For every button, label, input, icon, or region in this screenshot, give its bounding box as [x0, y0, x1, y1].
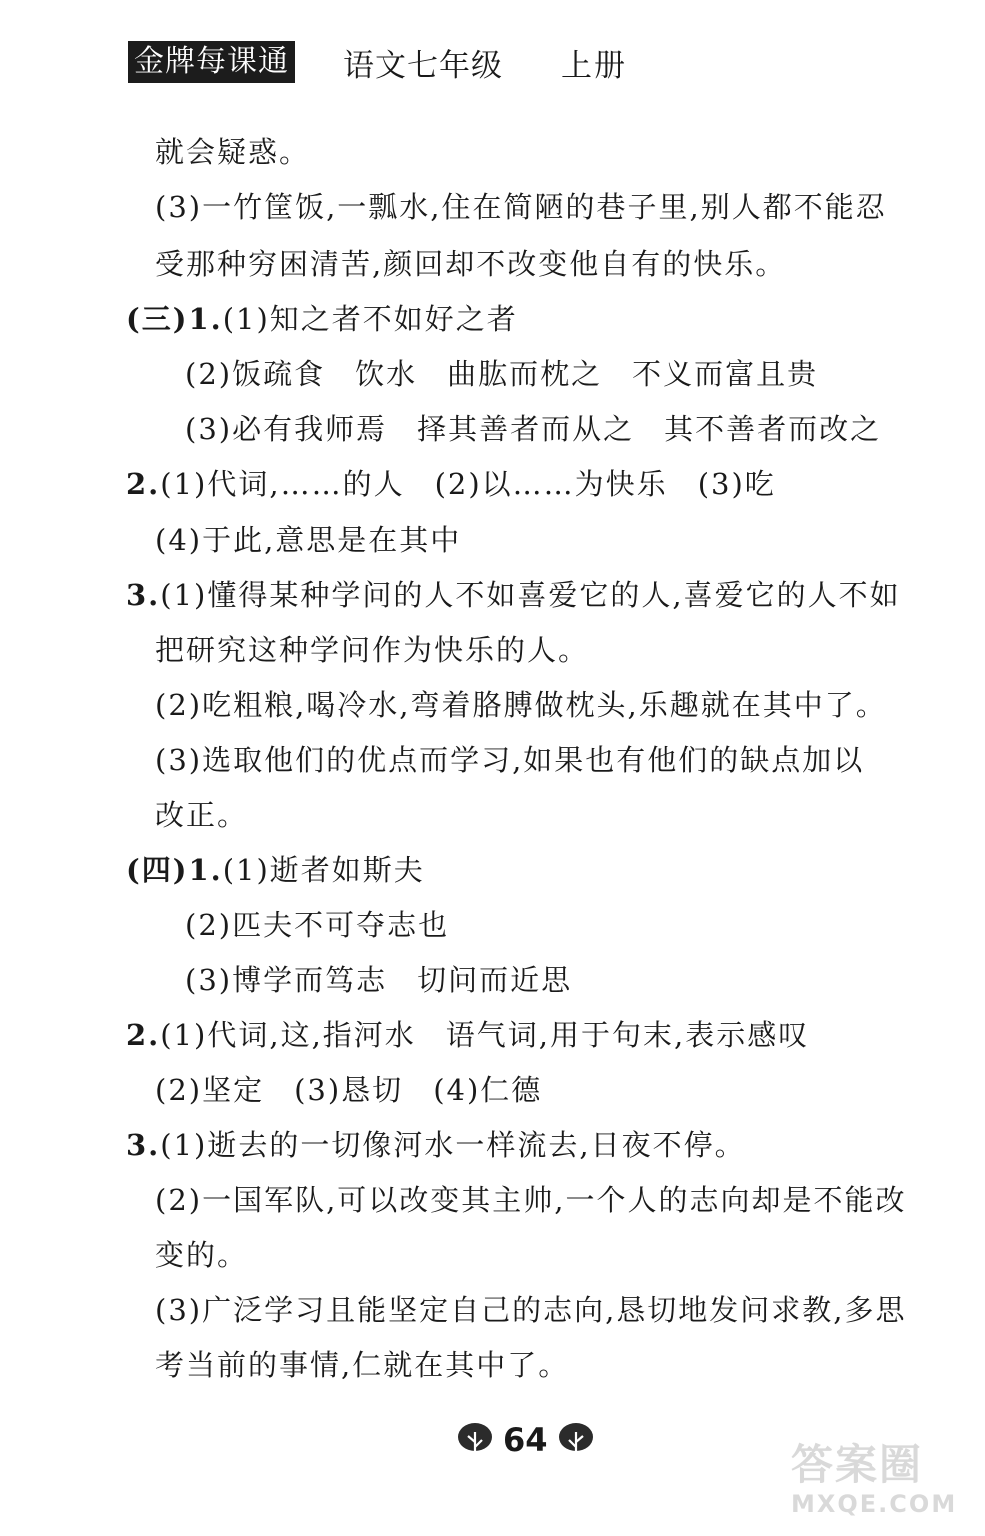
answer-text: (2)饭疏食 [185, 357, 326, 391]
question-number: 3. [126, 1128, 161, 1162]
answer-text: (4)仁德 [433, 1073, 543, 1107]
question-number: 2. [126, 467, 161, 501]
text-line: (2)吃粗粮,喝冷水,弯着胳膊做枕头,乐趣就在其中了。 [155, 688, 887, 722]
tree-left-icon [455, 1420, 495, 1460]
section-3-q3 [126, 573, 901, 614]
watermark-title: 答案圈 [791, 1440, 924, 1489]
text-line: (4)于此,意思是在其中 [155, 523, 462, 557]
answer-text: (1)代词,这,指河水 [160, 1018, 416, 1052]
page-number: 64 [503, 1421, 548, 1459]
text-line: (3)选取他们的优点而学习,如果也有他们的缺点加以 [155, 743, 865, 777]
page-header [128, 40, 627, 84]
text-line: (2)一国军队,可以改变其主帅,一个人的志向却是不能改 [155, 1183, 907, 1217]
text-line: 改正。 [155, 798, 249, 832]
section-3-q2 [126, 462, 776, 503]
brand-title: 金牌每课通 [128, 41, 295, 83]
volume-title: 上册 [561, 47, 627, 84]
text-line: 就会疑惑。 [155, 135, 311, 169]
answer-text: (1)懂得某种学问的人不如喜爱它的人,喜爱它的人不如 [160, 578, 901, 612]
question-number: 3. [126, 578, 161, 612]
answer-text: (1)逝者如斯夫 [222, 853, 425, 887]
answer-text: (3)必有我师焉 [185, 412, 388, 446]
answer-text: 饮水 [355, 357, 418, 391]
text-line: (3)一竹筐饭,一瓢水,住在简陋的巷子里,别人都不能忍 [155, 190, 887, 224]
answer-text: (3)恳切 [294, 1073, 404, 1107]
text-line: (3)广泛学习且能坚定自己的志向,恳切地发问求教,多思 [155, 1293, 907, 1327]
answer-text: (3)博学而笃志 [185, 963, 388, 997]
watermark [791, 1440, 971, 1530]
answer-text: (3)吃 [697, 467, 776, 501]
text-line: (2)匹夫不可夺志也 [185, 908, 450, 942]
text-line [155, 1068, 542, 1109]
text-line: 把研究这种学问作为快乐的人。 [155, 633, 590, 667]
answer-text: 语气词,用于句末,表示感叹 [445, 1018, 810, 1052]
section-4-q3 [126, 1123, 746, 1164]
text-line [185, 958, 572, 999]
watermark-url: MXQE.COM [791, 1490, 958, 1518]
answer-text: 曲肱而枕之 [447, 357, 603, 391]
answer-text: 其不善者而改之 [664, 412, 882, 446]
section-label: (四)1. [126, 853, 223, 887]
tree-right-icon [556, 1420, 596, 1460]
text-line: 考当前的事情,仁就在其中了。 [155, 1348, 570, 1382]
answer-text: (2)坚定 [155, 1073, 265, 1107]
section-4-q2 [126, 1013, 809, 1054]
question-number: 2. [126, 1018, 161, 1052]
text-line [185, 407, 881, 448]
section-label: (三)1. [126, 302, 223, 336]
answer-text: (1)知之者不如好之者 [222, 302, 518, 336]
answer-text: (1)代词,……的人 [160, 467, 405, 501]
page-footer [455, 1420, 596, 1460]
answer-text: (2)以……为快乐 [434, 467, 668, 501]
section-3-q1 [126, 297, 518, 338]
subject-title: 语文七年级 [343, 47, 503, 84]
section-4-q1 [126, 848, 425, 889]
text-line [185, 352, 818, 393]
text-line: 受那种穷困清苦,颜回却不改变他自有的快乐。 [155, 247, 787, 281]
text-line: 变的。 [155, 1238, 249, 1272]
answer-text: (1)逝去的一切像河水一样流去,日夜不停。 [160, 1128, 746, 1162]
answer-text: 不义而富且贵 [632, 357, 819, 391]
answer-text: 切问而近思 [417, 963, 573, 997]
answer-text: 择其善者而从之 [417, 412, 635, 446]
